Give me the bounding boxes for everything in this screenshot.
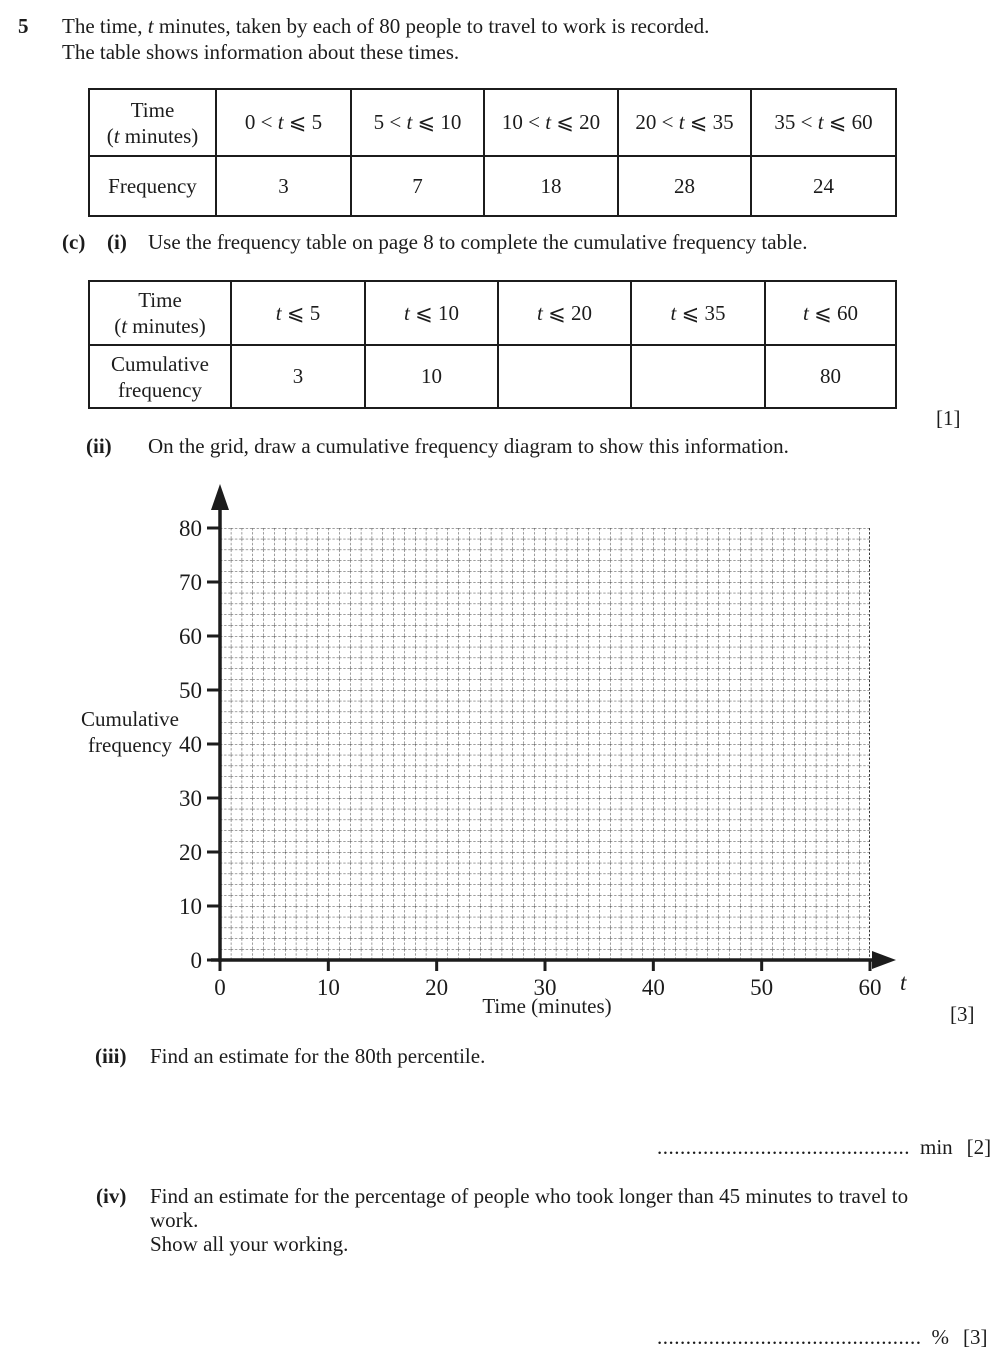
x-tick-label: 40 xyxy=(641,975,665,1000)
intro-line-1-var: t xyxy=(147,14,154,38)
cumulative-value-cell: 80 xyxy=(765,345,896,408)
y-tick-label: 0 xyxy=(190,948,202,973)
x-axis-arrow-icon xyxy=(872,951,896,969)
frequency-row-label: Frequency xyxy=(89,156,216,216)
frequency-table-header-row xyxy=(89,89,896,156)
answer-dots: .............................................. xyxy=(657,1325,922,1349)
mark-c-iii: [2] xyxy=(966,1135,992,1159)
y-axis-title: Cumulative frequency xyxy=(81,707,179,757)
part-c-i-text: Use the frequency table on page 8 to complete the cumulative frequency table. xyxy=(148,230,808,254)
mark-c-ii: [3] xyxy=(950,1002,975,1026)
x-tick-label: 10 xyxy=(316,975,340,1000)
x-tick-label: 0 xyxy=(214,975,226,1000)
answer-dots: ............................................ xyxy=(657,1135,910,1159)
x-axis-variable-label: t xyxy=(900,970,907,995)
part-c-iv-text-line2: work. xyxy=(150,1208,199,1232)
time-header-line1: Time xyxy=(138,288,182,312)
frequency-table-value-row xyxy=(89,156,896,216)
y-axis-ticks xyxy=(207,528,220,960)
y-tick-label: 40 xyxy=(179,732,202,757)
cumulative-value-cell-empty xyxy=(631,345,765,408)
part-c-iv-label: (iv) xyxy=(96,1184,127,1208)
interval-cell: t ⩽ 60 xyxy=(765,281,896,345)
interval-cell: 0 < t ⩽ 5 xyxy=(216,89,351,156)
answer-unit: min xyxy=(920,1135,953,1159)
intro-line-1-pre: The time, xyxy=(62,14,148,38)
interval-cell: 20 < t ⩽ 35 xyxy=(618,89,751,156)
y-tick-label: 80 xyxy=(179,516,202,541)
y-axis-arrow-icon xyxy=(211,484,229,510)
interval-cell: 5 < t ⩽ 10 xyxy=(351,89,484,156)
y-tick-label: 20 xyxy=(179,840,202,865)
cumulative-value-cell-empty xyxy=(498,345,631,408)
frequency-value-cell: 7 xyxy=(351,156,484,216)
answer-line-iii xyxy=(657,1135,991,1160)
x-tick-label: 30 xyxy=(533,975,557,1000)
x-axis-title: Time (minutes) xyxy=(482,994,612,1018)
interval-cell: 35 < t ⩽ 60 xyxy=(751,89,896,156)
interval-cell: 10 < t ⩽ 20 xyxy=(484,89,618,156)
grid-area xyxy=(220,528,870,960)
part-c-i-label: (i) xyxy=(107,230,127,254)
intro-line-2: The table shows information about these times. xyxy=(62,40,460,64)
cumulative-row-label: Cumulative frequency xyxy=(89,345,231,408)
frequency-value-cell: 28 xyxy=(618,156,751,216)
frequency-value-cell: 18 xyxy=(484,156,618,216)
cumulative-frequency-table xyxy=(88,280,897,409)
mark-c-iv: [3] xyxy=(963,1325,988,1349)
y-tick-label: 70 xyxy=(179,570,202,595)
y-tick-label: 50 xyxy=(179,678,202,703)
intro-line-1-post: minutes, taken by each of 80 people to travel to work is recorded. xyxy=(153,14,710,38)
answer-line-iv xyxy=(657,1325,988,1350)
frequency-value-cell: 3 xyxy=(216,156,351,216)
interval-cell: t ⩽ 5 xyxy=(231,281,365,345)
y-tick-label: 10 xyxy=(179,894,202,919)
frequency-table xyxy=(88,88,897,217)
time-header-line2: (t minutes) xyxy=(114,314,206,338)
intro-line-1 xyxy=(62,14,709,39)
part-c-iii-label: (iii) xyxy=(95,1044,127,1068)
cumulative-table-value-row xyxy=(89,345,896,408)
y-tick-label: 60 xyxy=(179,624,202,649)
part-c-ii-label: (ii) xyxy=(86,434,112,458)
y-tick-label: 30 xyxy=(179,786,202,811)
part-c-iv-text-line3: Show all your working. xyxy=(150,1232,349,1256)
time-header-line2: (t minutes) xyxy=(106,123,199,148)
x-tick-label: 60 xyxy=(858,975,882,1000)
x-tick-label: 20 xyxy=(425,975,449,1000)
mark-c-i: [1] xyxy=(936,406,961,430)
cumulative-value-cell: 3 xyxy=(231,345,365,408)
interval-cell: t ⩽ 10 xyxy=(365,281,498,345)
time-header-cell xyxy=(89,89,216,156)
part-c-iv-text-line1: Find an estimate for the percentage of people who took longer than 45 minutes to travel to xyxy=(150,1184,909,1208)
interval-cell: t ⩽ 20 xyxy=(498,281,631,345)
question-number: 5 xyxy=(18,14,29,38)
part-c-iii-text: Find an estimate for the 80th percentile. xyxy=(150,1044,486,1068)
cumulative-table-header-row xyxy=(89,281,896,345)
time-header-cell xyxy=(89,281,231,345)
frequency-value-cell: 24 xyxy=(751,156,896,216)
part-c-ii-text: On the grid, draw a cumulative frequency diagram to show this information. xyxy=(148,434,789,458)
answer-unit: % xyxy=(931,1325,949,1349)
x-tick-label: 50 xyxy=(750,975,774,1000)
time-header-line1: Time xyxy=(130,97,175,122)
cumulative-value-cell: 10 xyxy=(365,345,498,408)
interval-cell: t ⩽ 35 xyxy=(631,281,765,345)
part-c-label: (c) xyxy=(62,230,86,254)
